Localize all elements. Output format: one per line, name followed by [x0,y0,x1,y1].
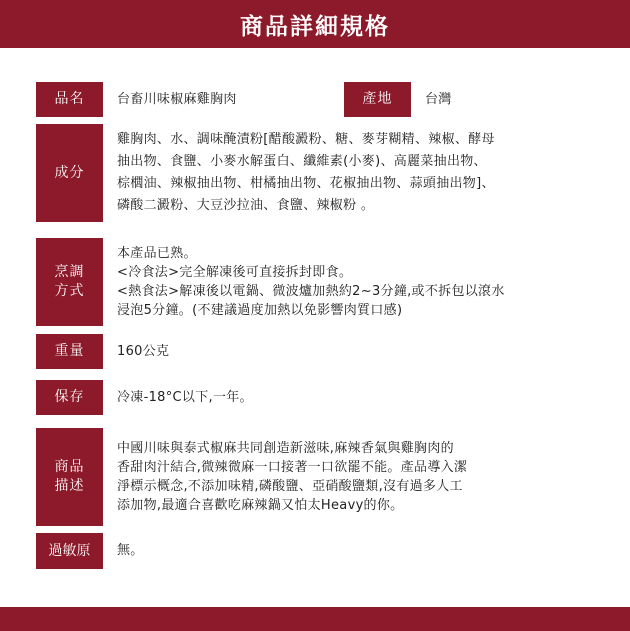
spec-value-name: 台畜川味椒麻雞胸肉 [117,91,237,107]
header-banner [0,0,630,48]
footer-bar [0,607,630,631]
spec-value-cooking [117,244,505,320]
spec-row-cooking [36,238,505,326]
spec-value-description [117,439,467,515]
spec-row-origin [344,82,452,117]
page-title: 商品詳細規格 [240,13,390,40]
spec-label-name: 品名 [36,82,103,117]
cooking-line: 本產品已熟。 [117,246,197,261]
spec-value-origin: 台灣 [425,91,452,107]
ingredients-line: 磷酸二澱粉、大豆沙拉油、食鹽、辣椒粉 。 [117,198,375,213]
spec-value-allergen: 無。 [117,543,144,558]
spec-label-storage: 保存 [36,380,103,415]
description-line: 添加物,最適合喜歡吃麻辣鍋又怕太Heavy的你。 [117,498,404,513]
spec-value-ingredients [117,129,495,217]
description-line: 香甜肉汁結合,微辣微麻一口接著一口欲罷不能。產品導入潔 [117,460,468,475]
spec-label-cooking: 烹調 方式 [36,238,103,326]
spec-label-ingredients: 成分 [36,124,103,222]
description-line: 淨標示概念,不添加味精,磷酸鹽、亞硝酸鹽類,沒有過多人工 [117,479,463,494]
spec-row-ingredients [36,124,495,222]
spec-label-description: 商品 描述 [36,428,103,526]
spec-label-origin: 產地 [344,82,411,117]
cooking-line: 浸泡5分鐘。(不建議過度加熱以免影響肉質口感) [117,303,403,318]
spec-row-storage [36,380,253,415]
spec-row-name [36,82,327,117]
cooking-line: <熱食法>解凍後以電鍋、微波爐加熱約2~3分鐘,或不拆包以滾水 [117,284,505,299]
ingredients-line: 抽出物、食鹽、小麥水解蛋白、纖維素(小麥)、高麗菜抽出物、 [117,154,487,169]
spec-value-storage: 冷凍-18°C以下,一年。 [117,389,253,405]
spec-value-weight: 160公克 [117,343,170,359]
cooking-line: <冷食法>完全解凍後可直接拆封即食。 [117,265,353,280]
spec-row-weight [36,334,169,369]
spec-row-allergen [36,533,144,569]
ingredients-line: 棕櫚油、辣椒抽出物、柑橘抽出物、花椒抽出物、蒜頭抽出物]、 [117,176,495,191]
description-line: 中國川味與泰式椒麻共同創造新滋味,麻辣香氣與雞胸肉的 [117,441,454,456]
ingredients-line: 雞胸肉、水、調味醃漬粉[醋酸澱粉、糖、麥芽糊精、辣椒、酵母 [117,132,495,147]
spec-label-weight: 重量 [36,334,103,369]
spec-row-description [36,428,467,526]
spec-label-allergen: 過敏原 [36,533,103,569]
